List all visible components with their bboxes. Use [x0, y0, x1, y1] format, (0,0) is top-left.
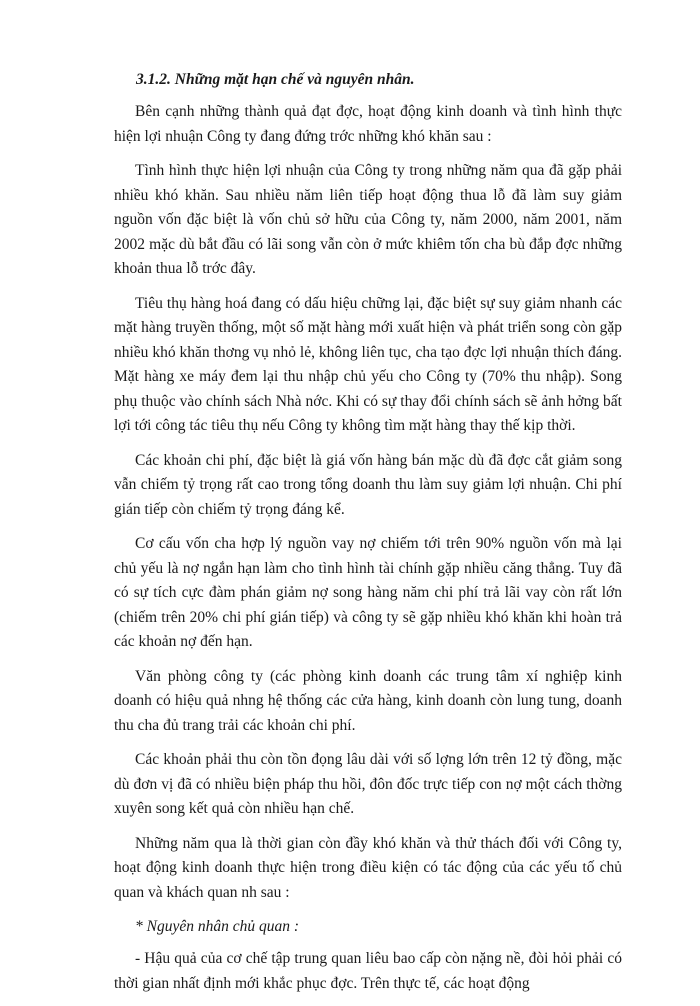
paragraph-costs: Các khoản chi phí, đặc biệt là giá vốn hàng bán mặc dù đã đợc cắt giảm song vẫn chiếm tỷ trọng rất cao trong tổng doanh thu làm suy giảm lợi nhuận. Chi phí gián tiếp còn chiếm tỷ trọng đáng kể. — [114, 451, 622, 518]
paragraph-intro: Bên cạnh những thành quả đạt đợc, hoạt động kinh doanh và tình hình thực hiện lợi nhuận Công ty đang đứng trớc những khó khăn sau : — [114, 103, 622, 145]
paragraph-capital-structure: Cơ cấu vốn cha hợp lý nguồn vay nợ chiếm tới trên 90% nguồn vốn mà lại chủ yếu là nợ ngắn hạn làm cho tình hình tài chính gặp nhiều căng thẳng. Tuy đã có sự tích cực đàm phán giảm nợ song hàng năm chi phí trả lãi vay còn rất lớn (chiếm trên 20% chi phí gián tiếp) và công ty sẽ gặp nhiều khó khăn khi hoàn trả các khoản nợ đến hạn. — [114, 535, 622, 650]
paragraph-sales: Tiêu thụ hàng hoá đang có dấu hiệu chững lại, đặc biệt sự suy giảm nhanh các mặt hàng truyền thống, một số mặt hàng mới xuất hiện và phát triển song còn gặp nhiều khó khăn thơng vụ nhỏ lẻ, không liên tục, cha tạo đợc lợi nhuận thích đáng. Mặt hàng xe máy đem lại thu nhập chủ yếu cho Công ty (70% thu nhập). Song phụ thuộc vào chính sách Nhà nớc. Khi có sự thay đổi chính sách sẽ ảnh hởng bất lợi tới công tác tiêu thụ nếu Công ty không tìm mặt hàng thay thế kịp thời. — [114, 294, 622, 434]
subheading-subjective-causes: * Nguyên nhân chủ quan : — [135, 918, 300, 935]
paragraph-receivables: Các khoản phải thu còn tồn đọng lâu dài với số lợng lớn trên 12 tỷ đồng, mặc dù đơn vị đã có nhiều biện pháp thu hồi, đôn đốc trực tiếp con nợ một cách thờng xuyên song kết quả còn nhiều hạn chế. — [114, 751, 622, 817]
paragraph-consequences: - Hậu quả của cơ chế tập trung quan liêu bao cấp còn nặng nề, đòi hỏi phải có thời gian nhất định mới khắc phục đợc. Trên thực tế, các hoạt động — [114, 950, 622, 992]
section-heading: 3.1.2. Những mặt hạn chế và nguyên nhân. — [136, 71, 415, 88]
paragraph-profit-situation: Tình hình thực hiện lợi nhuận của Công ty trong những năm qua đã gặp phải nhiều khó khăn. Sau nhiều năm liên tiếp hoạt động thua lỗ đã làm suy giảm nguồn vốn đặc biệt là vốn chủ sở hữu của Công ty, năm 2000, năm 2001, năm 2002 mặc dù bắt đầu có lãi song vẫn còn ở mức khiêm tốn cha bù đắp đợc những khoản thua lỗ trớc đây. — [114, 162, 622, 277]
paragraph-office: Văn phòng công ty (các phòng kinh doanh các trung tâm xí nghiệp kinh doanh có hiệu quả nhng hệ thống các cửa hàng, kinh doanh còn lung tung, doanh thu cha đủ trang trải các khoản chi phí. — [114, 667, 622, 734]
paragraph-conditions: Những năm qua là thời gian còn đầy khó khăn và thử thách đối với Công ty, hoạt động kinh doanh thực hiện trong điều kiện có tác động của các yếu tố chủ quan và khách quan nh sau : — [114, 834, 622, 901]
document-page — [114, 68, 622, 1006]
